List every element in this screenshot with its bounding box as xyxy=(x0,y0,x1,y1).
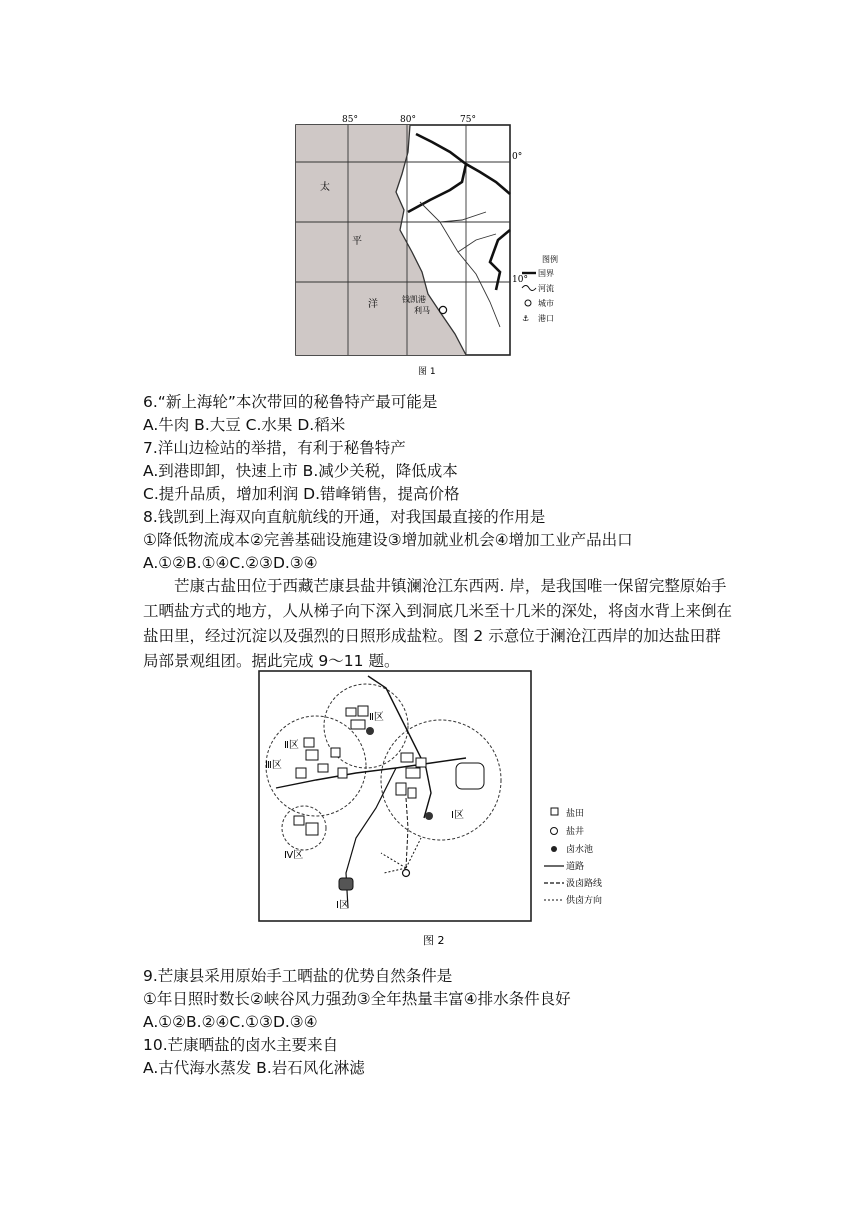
figure-2-legend xyxy=(544,807,602,906)
figure-2-caption: 图 2 xyxy=(423,934,445,947)
city-marker xyxy=(439,306,446,313)
question-8-choices: ①降低物流成本②完善基础设施建设③增加就业机会④增加工业产品出口 xyxy=(143,531,633,549)
zone-label-iv: Ⅳ区 xyxy=(284,850,304,861)
question-7-options-cd: C.提升品质，增加利润 D.错峰销售，提高价格 xyxy=(143,485,460,503)
legend-salt-well: 盐井 xyxy=(566,827,585,837)
question-10-stem: 10.芒康晒盐的卤水主要来自 xyxy=(143,1036,339,1054)
legend-road: 道路 xyxy=(566,862,585,872)
lon-label-80: 80° xyxy=(400,115,416,125)
legend-brine-route: 汲卤路线 xyxy=(566,879,603,889)
ocean-label-yang: 洋 xyxy=(368,299,378,310)
lon-label-85: 85° xyxy=(342,115,358,125)
passage-mangkang-salt-fields: 芒康古盐田位于西藏芒康县盐井镇澜沧江东西两. 岸，是我国唯一保留完整原始手工晒盐方式的地方，人从梯子向下深入到洞底几米至十几米的深处，将卤水背上来倒在盐田里，经过沉淀以及强烈的日照形成盐粒。图 2 示意位于澜沧江西岸的加达盐田群局部景观组团。据此完成 9～11 题。 xyxy=(143,577,733,670)
city-label-lima: 利马 xyxy=(414,306,430,315)
legend-supply-direction: 供卤方向 xyxy=(566,896,603,906)
ocean-label-tai: 太 xyxy=(320,182,330,193)
figure-1-legend xyxy=(522,254,558,323)
question-7-options-ab: A.到港即卸，快速上市 B.减少关税，降低成本 xyxy=(143,462,458,480)
lat-label-0: 0° xyxy=(512,152,523,162)
question-10-options: A.古代海水蒸发 B.岩石风化淋滤 xyxy=(143,1059,365,1077)
legend-title: 图例 xyxy=(542,255,558,264)
port-label-chancay: 钱凯港 xyxy=(402,295,426,304)
zone-label-i-south: Ⅰ区 xyxy=(336,900,349,911)
legend-brine-pool: 卤水池 xyxy=(566,845,594,855)
question-9-options: A.①②B.②④C.①③D.③④ xyxy=(143,1013,318,1031)
question-9-choices: ①年日照时数长②峡谷风力强劲③全年热量丰富④排水条件良好 xyxy=(143,990,571,1008)
question-6-options: A.牛肉 B.大豆 C.水果 D.稻米 xyxy=(143,416,346,434)
lon-label-75: 75° xyxy=(460,115,476,125)
legend-city: 城市 xyxy=(538,299,554,308)
question-8-stem: 8.钱凯到上海双向直航航线的开通，对我国最直接的作用是 xyxy=(143,508,546,526)
legend-border: 国界 xyxy=(538,269,554,278)
lat-label-10: 10° xyxy=(512,275,528,285)
legend-port: 港口 xyxy=(538,314,554,323)
question-6-stem: 6.“新上海轮”本次带回的秘鲁特产最可能是 xyxy=(143,393,438,411)
zone-label-iii: Ⅲ区 xyxy=(265,760,282,771)
zone-label-ii: Ⅱ区 xyxy=(284,740,299,751)
anchor-icon: ⚓ xyxy=(522,314,530,323)
legend-salt-field: 盐田 xyxy=(566,809,585,819)
question-7-stem: 7.洋山边检站的举措，有利于秘鲁特产 xyxy=(143,439,406,457)
figure-1-map xyxy=(290,112,572,380)
figure-2-map xyxy=(256,668,636,950)
ocean-label-ping: 平 xyxy=(352,236,362,247)
question-8-options: A.①②B.①④C.②③D.③④ xyxy=(143,554,318,572)
zone-label-i-east: Ⅰ区 xyxy=(451,810,464,821)
zone-label-ii-north: Ⅱ区 xyxy=(369,712,384,723)
legend-river: 河流 xyxy=(538,284,554,293)
question-9-stem: 9.芒康县采用原始手工晒盐的优势自然条件是 xyxy=(143,967,453,985)
figure-1-caption: 图 1 xyxy=(418,367,436,377)
